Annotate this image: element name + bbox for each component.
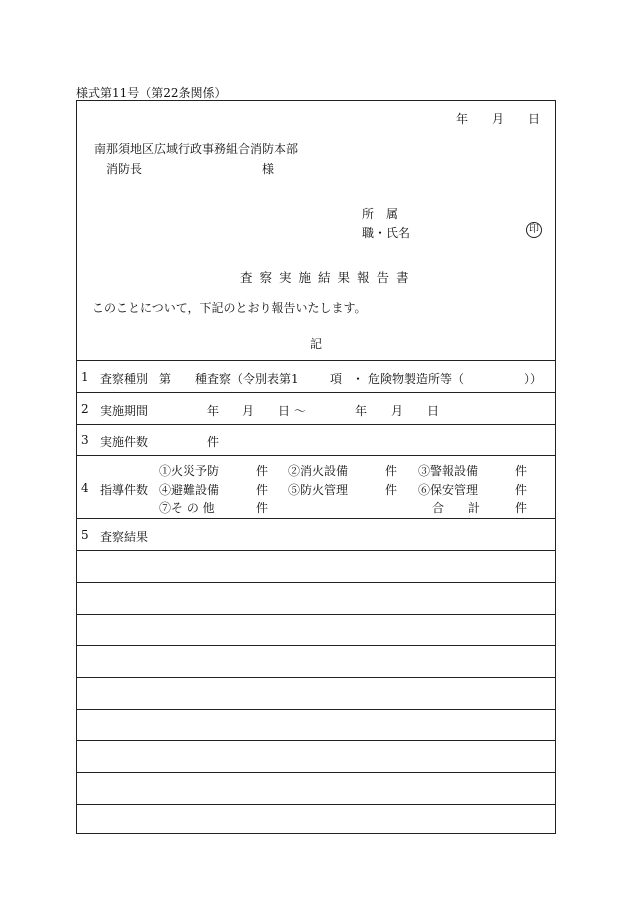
addressee-title: 消防長: [106, 162, 143, 176]
guidance-item-label: ⑤防火管理: [288, 483, 349, 497]
period-end-month: 月: [391, 404, 404, 418]
row-divider: [76, 614, 556, 615]
guidance-item-unit: 件: [515, 464, 528, 478]
period-start-month: 月: [242, 404, 255, 418]
row-label: 査察種別: [100, 372, 149, 386]
addressee-organization: 南那須地区広域行政事務組合消防本部: [94, 142, 299, 156]
guidance-item-label: ⑦そ の 他: [159, 501, 215, 515]
row-divider: [76, 392, 556, 393]
note-mark: 記: [310, 337, 323, 351]
row-label: 実施期間: [100, 404, 149, 418]
intro-text: このことについて，下記のとおり報告いたします。: [92, 301, 367, 315]
period-start-year: 年: [207, 404, 220, 418]
row-divider: [76, 360, 556, 361]
inspection-dot: ・: [352, 372, 365, 386]
guidance-item-label: ②消火設備: [288, 464, 349, 478]
row-divider: [76, 709, 556, 710]
row-label: 実施件数: [100, 435, 149, 449]
row-divider: [76, 424, 556, 425]
form-number: 様式第11号（第22条関係）: [76, 86, 227, 100]
row-divider: [76, 677, 556, 678]
row-divider: [76, 645, 556, 646]
date-day: 日: [528, 112, 541, 126]
inspection-close: ））: [524, 372, 543, 386]
date-year: 年: [456, 112, 469, 126]
guidance-item-unit: 件: [256, 483, 269, 497]
reporter-affiliation: 所 属: [362, 207, 399, 221]
row-divider: [76, 518, 556, 519]
row-label: 指導件数: [100, 483, 149, 497]
guidance-item-unit: 件: [256, 501, 269, 515]
addressee-honorific: 様: [262, 162, 275, 176]
row-number: 4: [81, 481, 89, 495]
row-label: 査察結果: [100, 530, 149, 544]
inspection-hazard: 危険物製造所等（: [368, 372, 465, 386]
guidance-item-unit: 件: [385, 464, 398, 478]
row-divider: [76, 582, 556, 583]
reporter-name: 職・氏名: [362, 226, 411, 240]
guidance-item-unit: 件: [385, 483, 398, 497]
guidance-total-unit: 件: [515, 501, 528, 515]
date-month: 月: [492, 112, 505, 126]
row-divider: [76, 804, 556, 805]
row-number: 1: [81, 370, 89, 384]
row-number: 3: [81, 433, 89, 447]
guidance-total-label: 合 計: [432, 501, 481, 515]
inspection-kind: 種査察（令別表第1: [195, 372, 299, 386]
guidance-item-label: ④避難設備: [159, 483, 220, 497]
row-divider: [76, 455, 556, 456]
guidance-item-label: ①火災予防: [159, 464, 220, 478]
period-end-year: 年: [355, 404, 368, 418]
row-number: 2: [81, 402, 89, 416]
row-number: 5: [81, 528, 89, 542]
guidance-item-unit: 件: [515, 483, 528, 497]
inspection-dai: 第: [159, 372, 172, 386]
guidance-item-label: ⑥保安管理: [418, 483, 479, 497]
row-divider: [76, 740, 556, 741]
seal-mark: 印: [526, 222, 542, 238]
count-unit: 件: [207, 435, 220, 449]
row-divider: [76, 772, 556, 773]
period-end-day: 日: [427, 404, 440, 418]
inspection-kou: 項: [330, 372, 343, 386]
document-title: 査察実施結果報告書: [240, 270, 416, 285]
guidance-item-unit: 件: [256, 464, 269, 478]
guidance-item-label: ③警報設備: [418, 464, 479, 478]
row-divider: [76, 550, 556, 551]
period-start-day: 日 〜: [278, 404, 306, 418]
